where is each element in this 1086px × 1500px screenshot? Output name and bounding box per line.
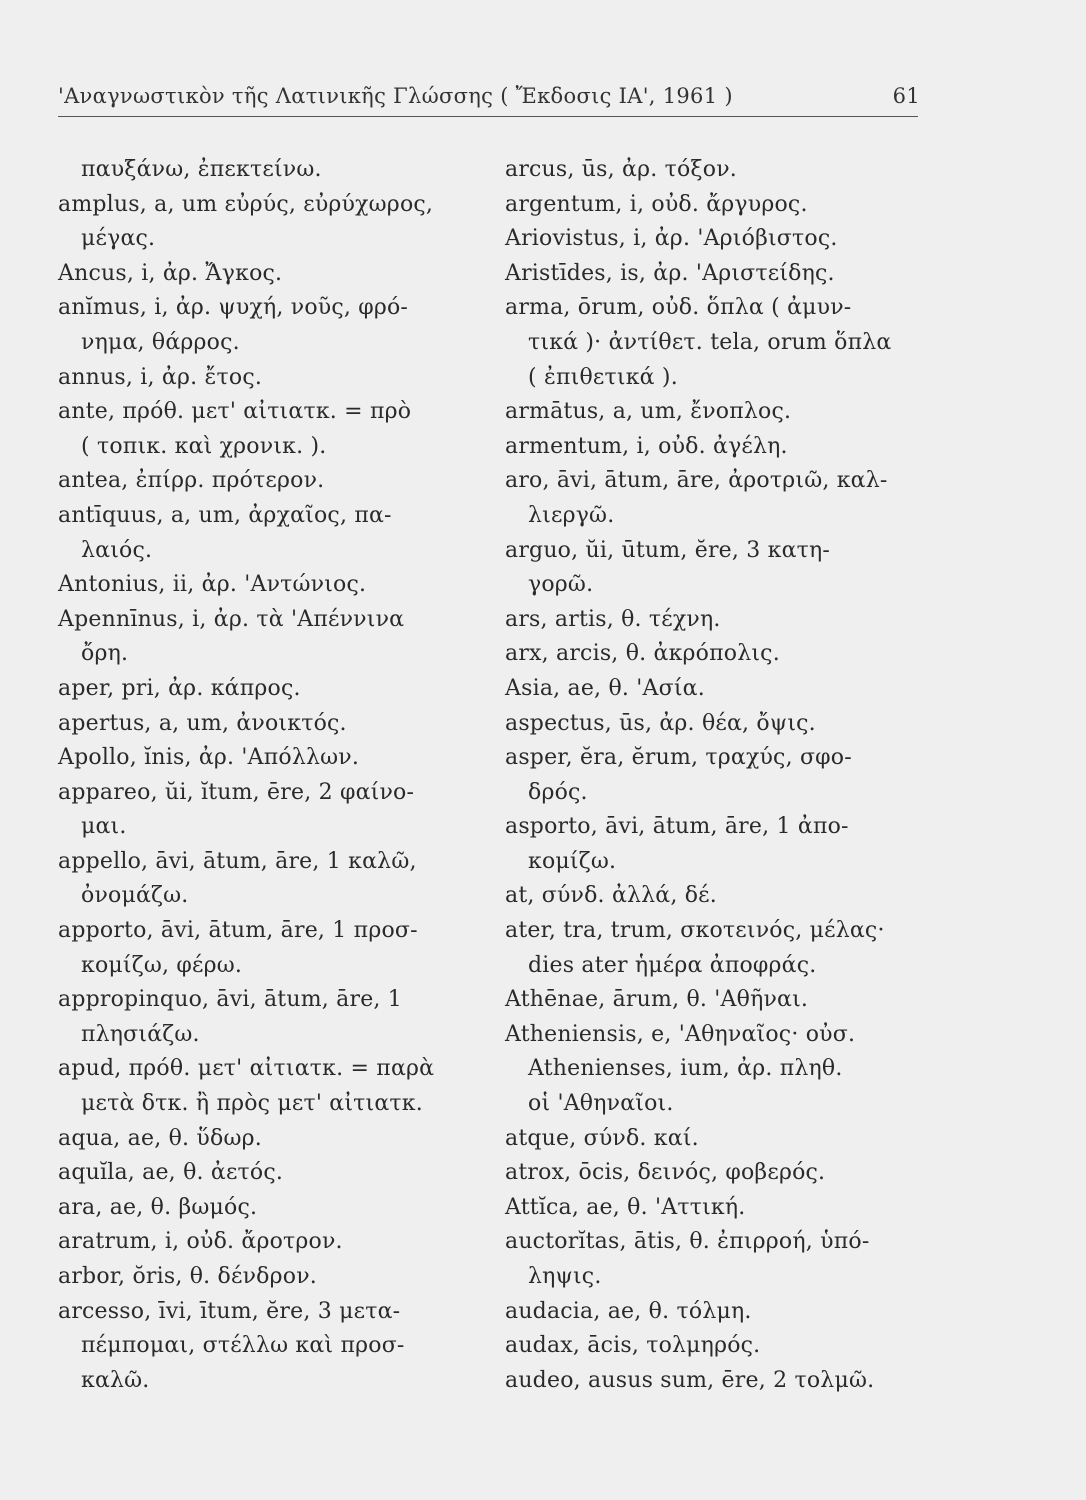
dictionary-entry-line: ante, πρόθ. μετ' αἰτιατκ. = πρὸ	[58, 399, 412, 425]
entry-continuation-line: τικά )· ἀντίθετ. tela, orum ὅπλα	[528, 329, 892, 355]
entry-continuation-line: μετὰ δτκ. ἢ πρὸς μετ' αἰτιατκ.	[81, 1091, 423, 1117]
dictionary-entry-line: at, σύνδ. ἀλλά, δέ.	[505, 883, 717, 909]
dictionary-entry-line: anĭmus, i, ἀρ. ψυχή, νοῦς, φρό-	[58, 295, 409, 321]
dictionary-entry-line: asporto, āvi, ātum, āre, 1 ἀπο-	[505, 814, 849, 840]
header-rule	[58, 116, 918, 117]
entry-continuation-line: γορῶ.	[528, 572, 594, 598]
dictionary-entry-line: audeo, ausus sum, ēre, 2 τολμῶ.	[505, 1367, 875, 1393]
dictionary-entry-line: arx, arcis, θ. ἀκρόπολις.	[505, 641, 780, 667]
dictionary-entry-line: Apennīnus, i, ἀρ. τὰ 'Απέννινα	[58, 606, 405, 632]
dictionary-entry-line: atrox, ōcis, δεινός, φοβερός.	[505, 1160, 826, 1186]
dictionary-entry-line: aro, āvi, ātum, āre, ἀροτριῶ, καλ-	[505, 468, 888, 494]
dictionary-entry-line: Asia, ae, θ. 'Ασία.	[505, 675, 705, 701]
dictionary-entry-line: ater, tra, trum, σκοτεινός, μέλας·	[505, 918, 885, 944]
dictionary-entry-line: annus, i, ἀρ. ἔτος.	[58, 364, 263, 390]
left-column	[58, 153, 488, 1398]
dictionary-entry-line: ars, artis, θ. τέχνη.	[505, 606, 721, 632]
entry-continuation-line: δρός.	[528, 779, 588, 805]
dictionary-entry-line: antea, ἐπίρρ. πρότερον.	[58, 468, 325, 494]
dictionary-entry-line: antīquus, a, um, ἀρχαῖος, πα-	[58, 502, 392, 528]
dictionary-entry-line: apporto, āvi, ātum, āre, 1 προσ-	[58, 918, 418, 944]
entry-continuation-line: λαιός.	[81, 537, 153, 563]
dictionary-entry-line: aspectus, ūs, ἀρ. θέα, ὄψις.	[505, 710, 816, 736]
entry-continuation-line: ( τοπικ. καὶ χρονικ. ).	[81, 433, 327, 459]
entry-continuation-line: πλησιάζω.	[81, 1021, 200, 1047]
entry-continuation-line: κομίζω.	[528, 848, 617, 874]
dictionary-entry-line: Apollo, ĭnis, ἀρ. 'Απόλλων.	[58, 745, 360, 771]
entry-continuation-line: καλῶ.	[81, 1367, 150, 1393]
right-column	[505, 153, 925, 1398]
dictionary-entry-line: atque, σύνδ. καί.	[505, 1125, 699, 1151]
entry-continuation-line: ὀνομάζω.	[81, 883, 189, 909]
dictionary-entry-line: appareo, ŭi, ĭtum, ēre, 2 φαίνο-	[58, 779, 415, 805]
entry-continuation-line: ( ἐπιθετικά ).	[528, 364, 678, 390]
dictionary-entry-line: Atheniensis, e, 'Αθηναῖος· οὐσ.	[505, 1021, 856, 1047]
dictionary-entry-line: arma, ōrum, οὐδ. ὅπλα ( ἀμυν-	[505, 295, 852, 321]
entry-continuation-line: κομίζω, φέρω.	[81, 952, 243, 978]
entry-continuation-line: παυξάνω, ἐπεκτείνω.	[81, 157, 322, 182]
dictionary-entry-line: apertus, a, um, ἀνοικτός.	[58, 710, 347, 736]
entry-continuation-line: οἱ 'Αθηναῖοι.	[528, 1091, 674, 1117]
entry-continuation-line: λιεργῶ.	[528, 502, 615, 528]
entry-continuation-line: νημα, θάρρος.	[81, 329, 240, 355]
dictionary-entry-line: Ancus, i, ἀρ. Ἄγκος.	[58, 260, 283, 286]
dictionary-entry-line: audacia, ae, θ. τόλμη.	[505, 1298, 752, 1324]
dictionary-entry-line: armentum, i, οὐδ. ἀγέλη.	[505, 433, 788, 459]
dictionary-entry-line: argentum, i, οὐδ. ἄργυρος.	[505, 191, 808, 217]
dictionary-entry-line: aquĭla, ae, θ. ἀετός.	[58, 1160, 284, 1186]
dictionary-entry-line: Ariovistus, i, ἀρ. 'Αριόβιστος.	[505, 226, 838, 252]
dictionary-entry-line: amplus, a, um εὐρύς, εὐρύχωρος,	[58, 191, 434, 217]
dictionary-entry-line: Attĭca, ae, θ. 'Αττική.	[505, 1194, 746, 1220]
dictionary-entry-line: armātus, a, um, ἔνοπλος.	[505, 399, 792, 425]
dictionary-entry-line: asper, ĕra, ĕrum, τραχύς, σφο-	[505, 745, 852, 771]
dictionary-entry-line: appropinquo, āvi, ātum, āre, 1	[58, 987, 402, 1013]
dictionary-entry-line: Antonius, ii, ἀρ. 'Αντώνιος.	[58, 572, 367, 598]
dictionary-entry-line: aper, pri, ἀρ. κάπρος.	[58, 675, 301, 701]
dictionary-entry-line: Aristīdes, is, ἀρ. 'Αριστείδης.	[505, 260, 835, 286]
dictionary-entry-line: aratrum, i, οὐδ. ἄροτρον.	[58, 1229, 343, 1255]
dictionary-entry-line: apud, πρόθ. μετ' αἰτιατκ. = παρὰ	[58, 1056, 435, 1082]
running-header	[58, 84, 918, 114]
dictionary-entry-line: audax, ācis, τολμηρός.	[505, 1333, 761, 1359]
entry-continuation-line: dies ater ἡμέρα ἀποφράς.	[528, 952, 817, 978]
dictionary-entry-line: ara, ae, θ. βωμός.	[58, 1194, 258, 1220]
header-title: 'Αναγνωστικὸν τῆς Λατινικῆς Γλώσσης ( Ἔκδοσις ΙΑ', 1961 )	[58, 84, 733, 108]
dictionary-entry-line: arcesso, īvi, ītum, ĕre, 3 μετα-	[58, 1298, 401, 1324]
entry-continuation-line: πέμπομαι, στέλλω καὶ προσ-	[81, 1333, 405, 1359]
dictionary-entry-line: arcus, ūs, ἀρ. τόξον.	[505, 157, 737, 182]
dictionary-entry-line: arguo, ŭi, ūtum, ĕre, 3 κατη-	[505, 537, 831, 563]
dictionary-entry-line: Athēnae, ārum, θ. 'Αθῆναι.	[505, 987, 809, 1013]
entry-continuation-line: ὄρη.	[81, 641, 129, 667]
entry-continuation-line: μέγας.	[81, 226, 156, 252]
page-number: 61	[892, 84, 920, 108]
dictionary-entry-line: auctorĭtas, ātis, θ. ἐπιρροή, ὑπό-	[505, 1229, 870, 1255]
dictionary-entry-line: appello, āvi, ātum, āre, 1 καλῶ,	[58, 848, 417, 874]
entry-continuation-line: Athenienses, ium, ἀρ. πληθ.	[528, 1056, 843, 1082]
entry-continuation-line: ληψις.	[528, 1264, 602, 1289]
dictionary-entry-line: aqua, ae, θ. ὕδωρ.	[58, 1125, 262, 1151]
entry-continuation-line: μαι.	[81, 814, 127, 840]
dictionary-entry-line: arbor, ŏris, θ. δένδρον.	[58, 1264, 317, 1289]
